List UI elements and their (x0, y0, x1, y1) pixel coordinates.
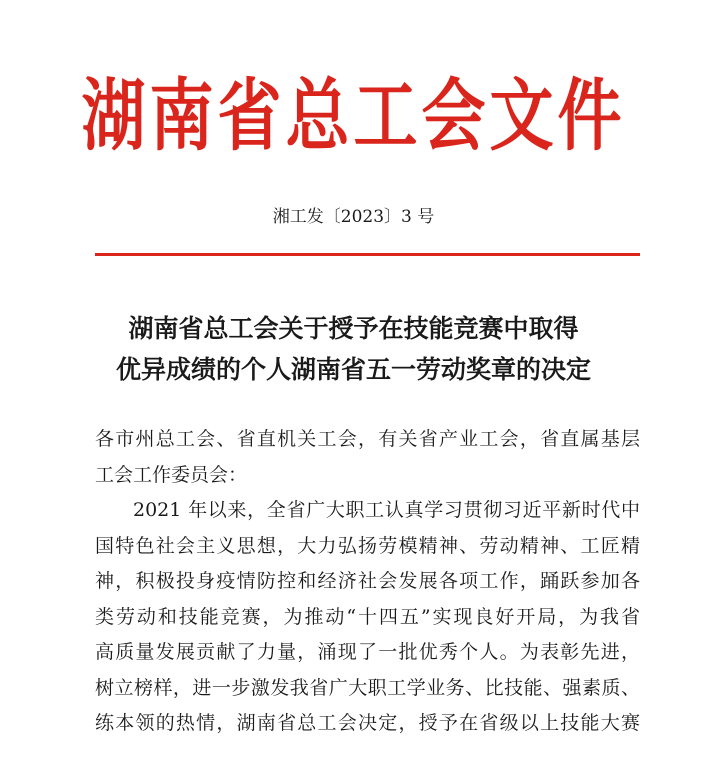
paragraph-line-6: 树立榜样，进一步激发我省广大职工学业务、比技能、强素质、 (95, 676, 640, 699)
paragraph-line-3: 神，积极投身疫情防控和经济社会发展各项工作，踊跃参加各 (95, 570, 640, 592)
paragraph-line-2: 国特色社会主义思想，大力弘扬劳模精神、劳动精神、工匠精 (95, 534, 640, 557)
paragraph-line-7: 练本领的热情，湖南省总工会决定，授予在省级以上技能大赛 (95, 712, 640, 734)
paragraph-line-1: 2021 年以来，全省广大职工认真学习贯彻习近平新时代中 (133, 499, 640, 521)
title-line-1: 湖南省总工会关于授予在技能竞赛中取得 (128, 314, 579, 343)
document-title (0, 308, 707, 390)
masthead-title: 湖南省总工会文件 (81, 71, 626, 163)
document-body (95, 422, 640, 742)
document-number: 湘工发〔2023〕3 号 (272, 207, 435, 227)
paragraph-line-5: 高质量发展贡献了力量，涌现了一批优秀个人。为表彰先进， (95, 641, 640, 663)
title-line-2: 优异成绩的个人湖南省五一劳动奖章的决定 (115, 355, 591, 384)
salutation-line-2: 工会工作委员会： (95, 463, 248, 486)
red-divider-line (95, 253, 640, 256)
salutation-line-1: 各市州总工会、省直机关工会，有关省产业工会，省直属基层 (95, 428, 640, 450)
paragraph-line-4: 类劳动和技能竞赛，为推动“十四五”实现良好开局，为我省 (95, 605, 640, 628)
